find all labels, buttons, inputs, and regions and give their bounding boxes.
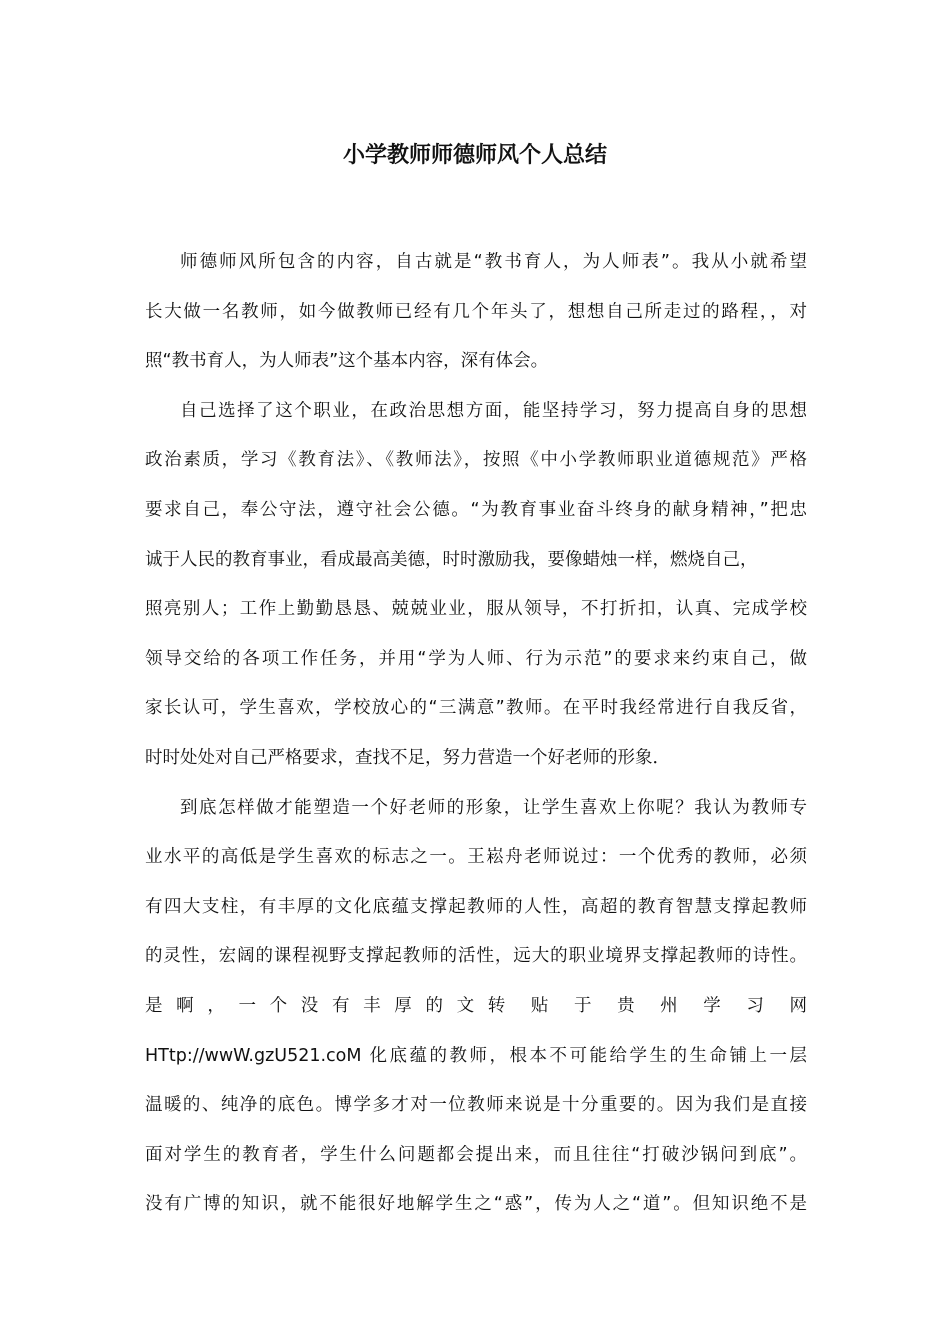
text-line: 到底怎样做才能塑造一个好老师的形象，让学生喜欢上你呢？我认为教师专 (180, 797, 807, 818)
text-line: 照亮别人；工作上勤勤恳恳、兢兢业业，服从领导，不打折扣，认真、完成学校 (145, 599, 807, 620)
paragraph-3 (145, 784, 807, 1230)
text-line: 的灵性，宏阔的课程视野支撑起教师的活性，远大的职业境界支撑起教师的诗性。 (145, 946, 807, 967)
text-line: 要求自己，奉公守法，遵守社会公德。“为教育事业奋斗终身的献身精神，”把忠 (145, 499, 807, 520)
text-line: 政治素质，学习《教育法》、《教师法》，按照《中小学教师职业道德规范》严格 (145, 450, 807, 471)
text-line: 没有广博的知识，就不能很好地解学生之“惑”，传为人之“道”。但知识绝不是 (145, 1194, 807, 1215)
text-line: 家长认可，学生喜欢，学校放心的“三满意”教师。在平时我经常进行自我反省， (145, 698, 807, 719)
text-line: 领导交给的各项工作任务，并用“学为人师、行为示范”的要求来约束自己，做 (145, 648, 807, 669)
text-line: 时时处处对自己严格要求，查找不足，努力营造一个好老师的形象． (145, 747, 670, 768)
text-line: 师德师风所包含的内容，自古就是“教书育人，为人师表”。我从小就希望 (180, 252, 807, 272)
text-line: 照“教书育人，为人师表”这个基本内容，深有体会。 (145, 351, 549, 372)
text-line: 长大做一名教师，如今做教师已经有几个年头了，想想自己所走过的路程，，对 (145, 301, 807, 322)
text-line: 有四大支柱，有丰厚的文化底蕴支撑起教师的人性，高超的教育智慧支撑起教师 (145, 896, 807, 917)
text-line: 自己选择了这个职业，在政治思想方面，能坚持学习，努力提高自身的思想 (180, 400, 807, 421)
document-body (145, 238, 807, 1230)
paragraph-1 (145, 238, 807, 387)
text-line: 面对学生的教育者，学生什么问题都会提出来，而且往往“打破沙锅问到底”。 (145, 1144, 807, 1165)
text-line: 温暖的、纯净的底色。博学多才对一位教师来说是十分重要的。因为我们是直接 (145, 1095, 807, 1116)
text-line: 业水平的高低是学生喜欢的标志之一。王崧舟老师说过：一个优秀的教师，必须 (145, 847, 807, 868)
text-line: 是 啊 ， 一 个 没 有 丰 厚 的 文 转 贴 于 贵 州 学 习 网 (145, 995, 807, 1016)
paragraph-2 (145, 387, 807, 784)
text-line: HTtp://wwW.gzU521.coM 化底蕴的教师，根本不可能给学生的生命铺上一层 (145, 1045, 807, 1066)
document-title: 小学教师师德师风个人总结 (342, 143, 607, 168)
text-line: 诚于人民的教育事业，看成最高美德，时时激励我，要像蜡烛一样，燃烧自己， (145, 549, 758, 570)
